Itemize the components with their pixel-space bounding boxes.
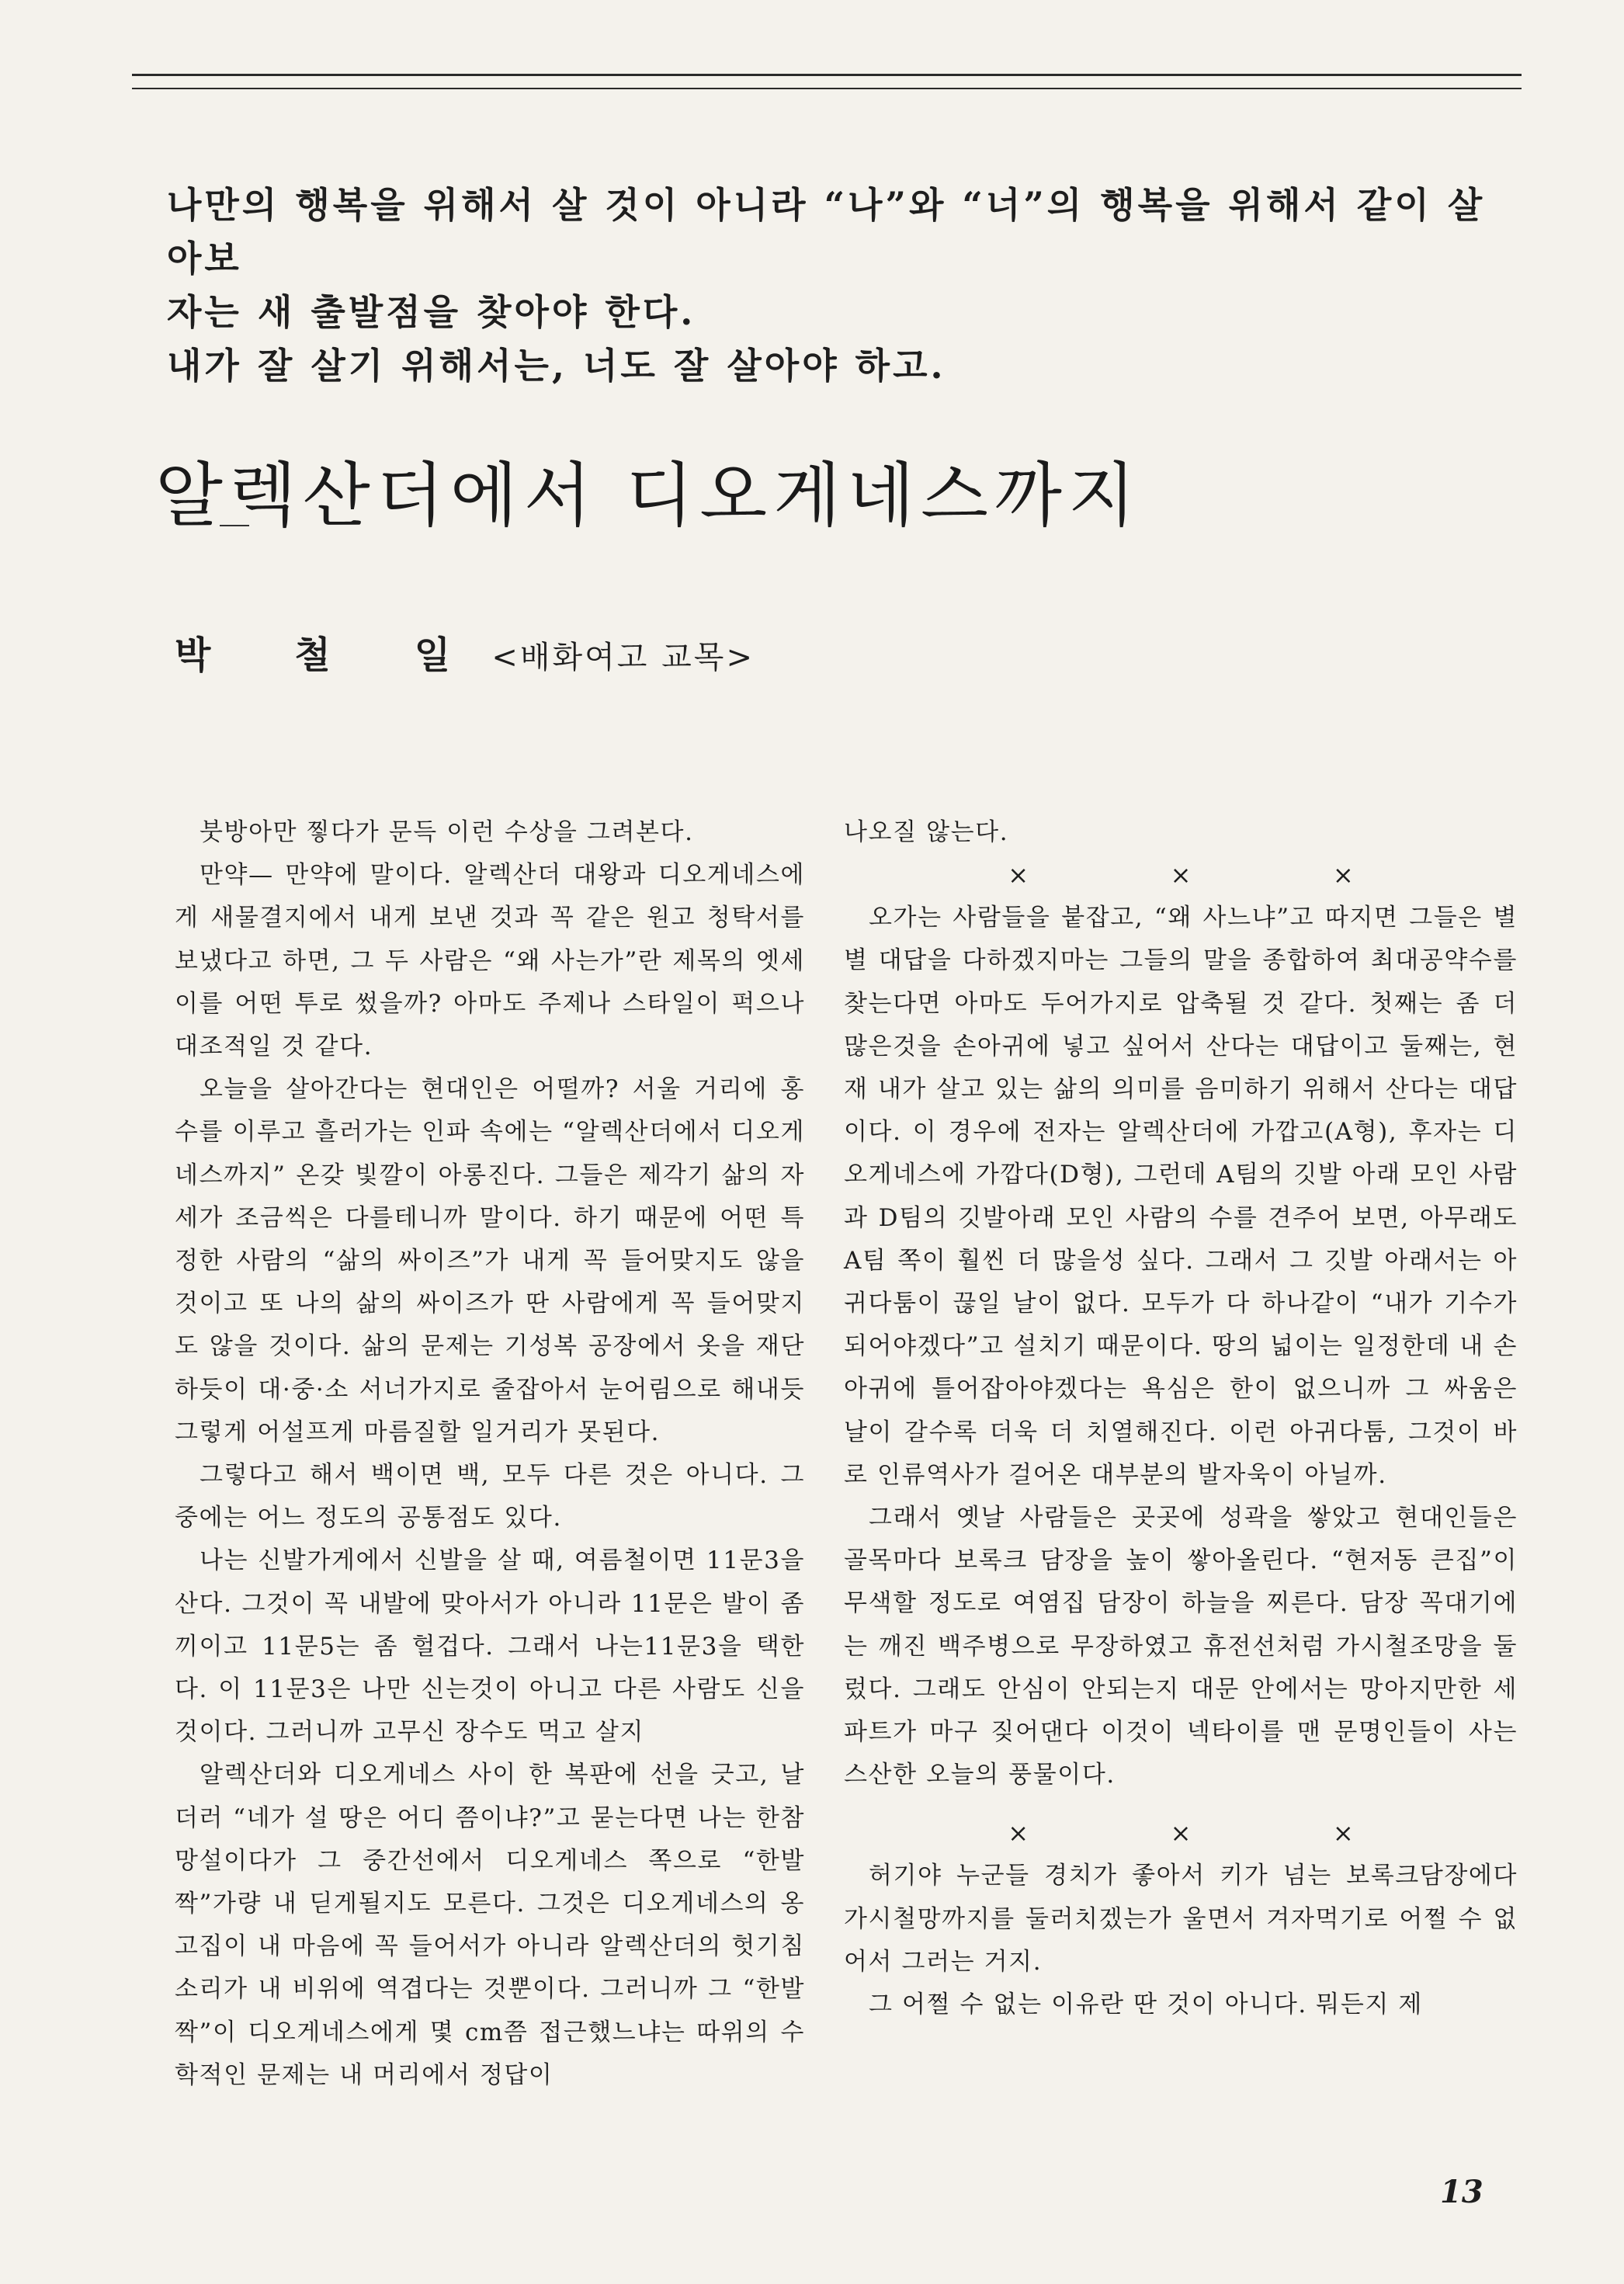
author-affiliation: <배화여고 교목>: [491, 640, 755, 675]
left-column: [175, 811, 805, 2097]
epigraph-line: 자는 새 출발점을 찾아야 한다.: [167, 291, 696, 333]
epigraph-line: 나만의 행복을 위해서 살 것이 아니라 “나”와 “너”의 행복을 위해서 같이 살아보: [167, 184, 1486, 279]
body-paragraph: 만약— 만약에 말이다. 알렉산더 대왕과 디오게네스에게 새물결지에서 내게 보낸 것과 꼭 같은 원고 청탁서를 보냈다고 하면, 그 두 사람은 “왜 사는가”란 제목의 엣세이를 어떤 투로 썼을까? 아마도 주제나 스타일이 퍽으나 대조적일 것 같다.: [175, 861, 805, 1061]
author-name: 박철일: [175, 633, 535, 677]
body-paragraph: 그렇다고 해서 백이면 백, 모두 다른 것은 아니다. 그 중에는 어느 정도의 공통점도 있다.: [175, 1461, 805, 1533]
body-paragraph: 허기야 누군들 경치가 좋아서 키가 넘는 보록크담장에다 가시철망까지를 둘러치겠는가 울면서 겨자먹기로 어쩔 수 없어서 그러는 거지.: [844, 1862, 1518, 1976]
body-paragraph: 알렉산더와 디오게네스 사이 한 복판에 선을 긋고, 날더러 “네가 설 땅은 어디 쯤이냐?”고 묻는다면 나는 한참 망설이다가 그 중간선에서 디오게네스 쪽으로 “한발짝”가량 내 딛게될지도 모른다. 그것은 디오게네스의 옹고집이 내 마음에 꼭 들어서가 아니라 알렉산더의 헛기침 소리가 내 비위에 역겹다는 것뿐이다. 그러니까 그 “한발짝”이 디오게네스에게 몇 cm쯤 접근했느냐는 따위의 수학적인 문제는 내 머리에서 정답이: [175, 1761, 805, 2089]
body-paragraph: 그래서 옛날 사람들은 곳곳에 성곽을 쌓았고 현대인들은 골목마다 보록크 담장을 높이 쌓아올린다. “현저동 큰집”이 무색할 정도로 여염집 담장이 하늘을 찌른다. 담장 꼭대기에는 깨진 백주병으로 무장하였고 휴전선처럼 가시철조망을 둘렀다. 그래도 안심이 안되는지 대문 안에서는 망아지만한 세파트가 마구 짖어댄다 이것이 넥타이를 맨 문명인들이 사는 스산한 오늘의 풍물이다.: [844, 1504, 1518, 1789]
title-underline-mark: [220, 525, 249, 526]
author-byline: [175, 625, 755, 679]
top-rule-thin: [132, 88, 1522, 89]
epigraph-line: 내가 잘 살기 위해서는, 너도 잘 살아야 하고.: [167, 345, 946, 387]
body-paragraph: 오늘을 살아간다는 현대인은 어떨까? 서울 거리에 홍수를 이루고 흘러가는 인파 속에는 “알렉산더에서 디오게네스까지” 온갖 빛깔이 아롱진다. 그들은 제각기 삶의 자세가 조금씩은 다를테니까 말이다. 하기 때문에 어떤 특정한 사람의 “삶의 싸이즈”가 내게 꼭 들어맞지도 않을 것이고 또 나의 삶의 싸이즈가 딴 사람에게 꼭 들어맞지도 않을 것이다. 삶의 문제는 기성복 공장에서 옷을 재단하듯이 대·중·소 서너가지로 줄잡아서 눈어림으로 해내듯 그렇게 어설프게 마름질할 일거리가 못된다.: [175, 1075, 805, 1446]
right-column: [844, 811, 1518, 2026]
body-paragraph: 그 어쩔 수 없는 이유란 딴 것이 아니다. 뭐든지 제: [869, 1991, 1423, 2019]
top-rule: [132, 74, 1522, 76]
section-separator: [844, 854, 1518, 897]
separator-mark: ×: [1170, 1818, 1192, 1848]
separator-mark: ×: [1008, 860, 1029, 890]
separator-mark: ×: [1170, 860, 1192, 890]
separator-mark: ×: [1332, 1818, 1354, 1848]
body-paragraph: 붓방아만 찧다가 문득 이런 수상을 그려본다.: [200, 818, 694, 846]
separator-mark: ×: [1008, 1818, 1029, 1848]
body-paragraph: 나는 신발가게에서 신발을 살 때, 여름철이면 11문3을 산다. 그것이 꼭 내발에 맞아서가 아니라 11문은 발이 좀 끼이고 11문5는 좀 헐겁다. 그래서 나는11문3을 택한다. 이 11문3은 나만 신는것이 아니고 다른 사람도 신을 것이다. 그러니까 고무신 장수도 먹고 살지: [175, 1546, 805, 1747]
article-title: 알렉산더에서 디오게네스까지: [155, 455, 1142, 536]
page-number: 13: [1440, 2174, 1483, 2210]
section-separator: [844, 1812, 1518, 1855]
body-paragraph: 나오질 않는다.: [844, 818, 1009, 846]
separator-mark: ×: [1332, 860, 1354, 890]
body-paragraph: 오가는 사람들을 붙잡고, “왜 사느냐”고 따지면 그들은 별별 대답을 다하겠지마는 그들의 말을 종합하여 최대공약수를 찾는다면 아마도 두어가지로 압축될 것 같다. 첫째는 좀 더 많은것을 손아귀에 넣고 싶어서 산다는 대답이고 둘째는, 현재 내가 살고 있는 삶의 의미를 음미하기 위해서 산다는 대답이다. 이 경우에 전자는 알렉산더에 가깝고(A형), 후자는 디오게네스에 가깝다(D형), 그런데 A팀의 깃발 아래 모인 사람과 D팀의 깃발아래 모인 사람의 수를 견주어 보면, 아무래도 A팀 쪽이 훨씬 더 많을성 싶다. 그래서 그 깃발 아래서는 아귀다툼이 끊일 날이 없다. 모두가 다 하나같이 “내가 기수가 되어야겠다”고 설치기 때문이다. 땅의 넓이는 일정한데 내 손아귀에 틀어잡아야겠다는 욕심은 한이 없으니까 그 싸움은 날이 갈수록 더욱 더 치열해진다. 이런 아귀다툼, 그것이 바로 인류역사가 걸어온 대부분의 발자욱이 아닐까.: [844, 904, 1518, 1489]
epigraph: [167, 179, 1518, 393]
